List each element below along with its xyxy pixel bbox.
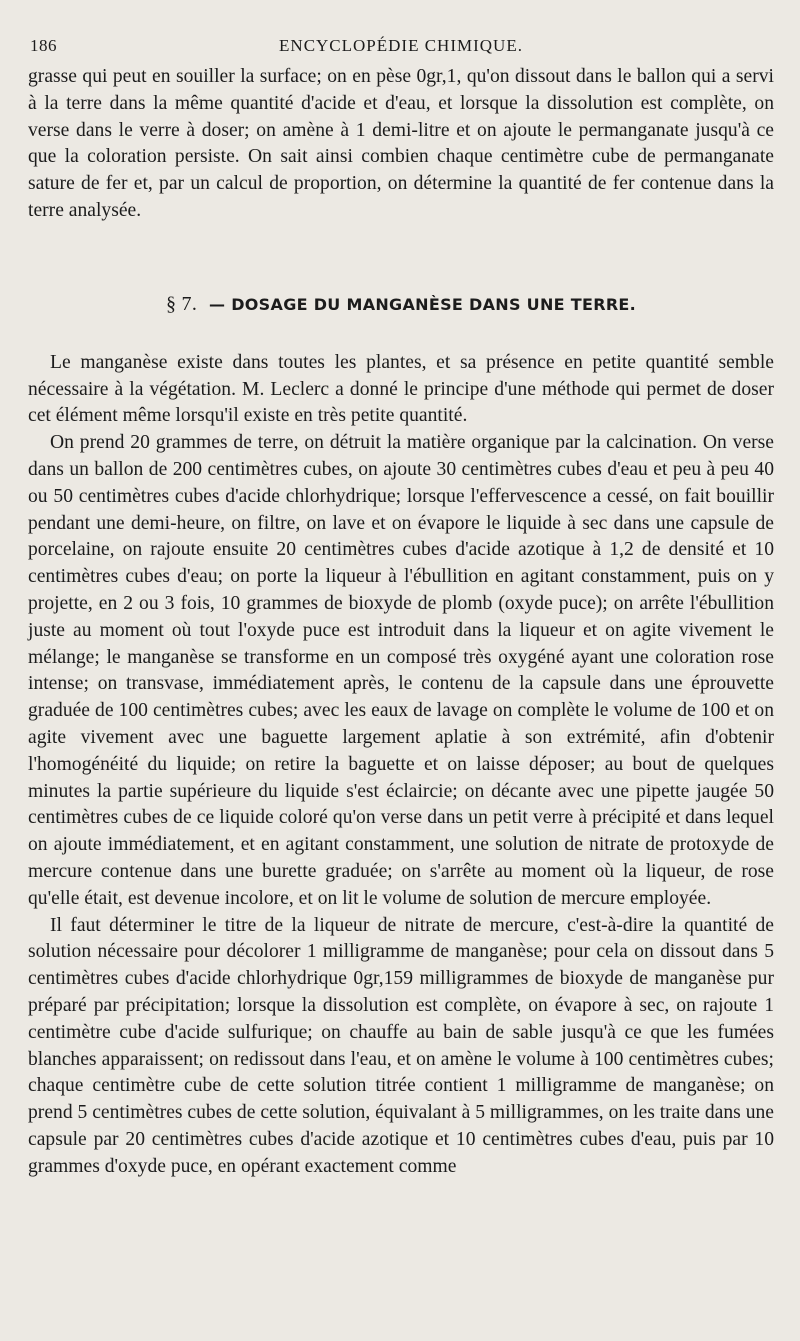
paragraph-method: On prend 20 grammes de terre, on détruit la matière organique par la calcination. On verse dans un ballon de 200 centimètres cubes, on ajoute 30 centimètres cubes d'eau et peu à peu 40 ou 50 centimètres cubes d'acide chlorhydrique; lorsque l'effervescence a cessé, on fait bouillir pendant une demi-heure, on filtre, on lave et on évapore le liquide à sec dans une capsule de porcelaine, on rajoute ensuite 20 centimètres cubes d'acide azotique à 1,2 de densité et 10 centimètres cubes d'eau; on porte la liqueur à l'ébullition en agitant constamment, puis on y projette, en 2 ou 3 fois, 10 grammes de bioxyde de plomb (oxyde puce); on arrête l'ébullition juste au moment où tout l'oxyde puce est introduit dans la liqueur et on agite vivement le mélange; le manganèse se transforme en un composé très oxygéné ayant une coloration rose intense; on transvase, immédiatement après, le contenu de la capsule dans une éprouvette graduée de 100 centimètres cubes; avec les eaux de lavage on complète le volume de 100 et on agite vivement avec une baguette largement aplatie à son extrémité, afin d'obtenir l'homogénéité du liquide; on retire la baguette et on laisse déposer; au bout de quelques minutes la partie supérieure du liquide s'est éclaircie; on décante avec une pipette jaugée 50 centimètres cubes de ce liquide coloré qu'on verse dans un petit verre à précipité et dans lequel on ajoute immédiatement, et en agitant constamment, une solution de nitrate de protoxyde de mercure contenue dans une burette graduée; on s'arrête au moment où la liqueur, de rose qu'elle était, est devenue incolore, et on lit le volume de solution de mercure employée. — [28, 432, 774, 909]
page-number: 186 — [30, 36, 57, 55]
section-heading — [28, 293, 774, 316]
running-head — [28, 30, 774, 64]
section-marker: § 7. — [165, 292, 198, 315]
paragraph-intro: Le manganèse existe dans toutes les plantes, et sa présence en petite quantité semble nécessaire à la végétation. M. Leclerc a donné le principe d'une méthode qui permet de doser cet élément même lorsqu'il existe en très petite quantité. — [28, 351, 774, 427]
header-title: ENCYCLOPÉDIE CHIMIQUE. — [279, 36, 523, 55]
paragraph-titration: Il faut déterminer le titre de la liqueur de nitrate de mercure, c'est-à-dire la quantité de solution nécessaire pour décolorer 1 milligramme de manganèse; pour cela on dissout dans 5 centimètres cubes d'acide chlorhydrique 0gr,159 milligrammes de bioxyde de manganèse pur préparé par précipitation; lorsque la dissolution est complète, on évapore à sec, on rajoute 1 centimètre cube d'acide sulfurique; on chauffe au bain de sable jusqu'à ce que les fumées blanches apparaissent; on redissout dans l'eau, et on amène le volume à 100 centimètres cubes; chaque centimètre cube de cette solution titrée contient 1 milligramme de manganèse; on prend 5 centimètres cubes de cette solution, équivalant à 5 milligrammes, on les traite dans une capsule par 20 centimètres cubes d'acide azotique et 10 centimètres cubes d'eau, puis par 10 grammes d'oxyde puce, en opérant exactement comme — [28, 914, 774, 1177]
section-title-text: — DOSAGE DU MANGANÈSE DANS UNE TERRE. — [209, 294, 637, 314]
paragraph-continuation: grasse qui peut en souiller la surface; on en pèse 0gr,1, qu'on dissout dans le ballon qui a servi à la terre dans la même quantité d'acide et d'eau, et lorsque la dissolution est complète, on verse dans le verre à doser; on amène à 1 demi-litre et on ajoute le permanganate jusqu'à ce que la coloration persiste. On sait ainsi combien chaque centimètre cube de permanganate sature de fer et, par un calcul de proportion, on détermine la quantité de fer contenue dans la terre analysée. — [28, 66, 774, 221]
body-text — [28, 64, 774, 1180]
